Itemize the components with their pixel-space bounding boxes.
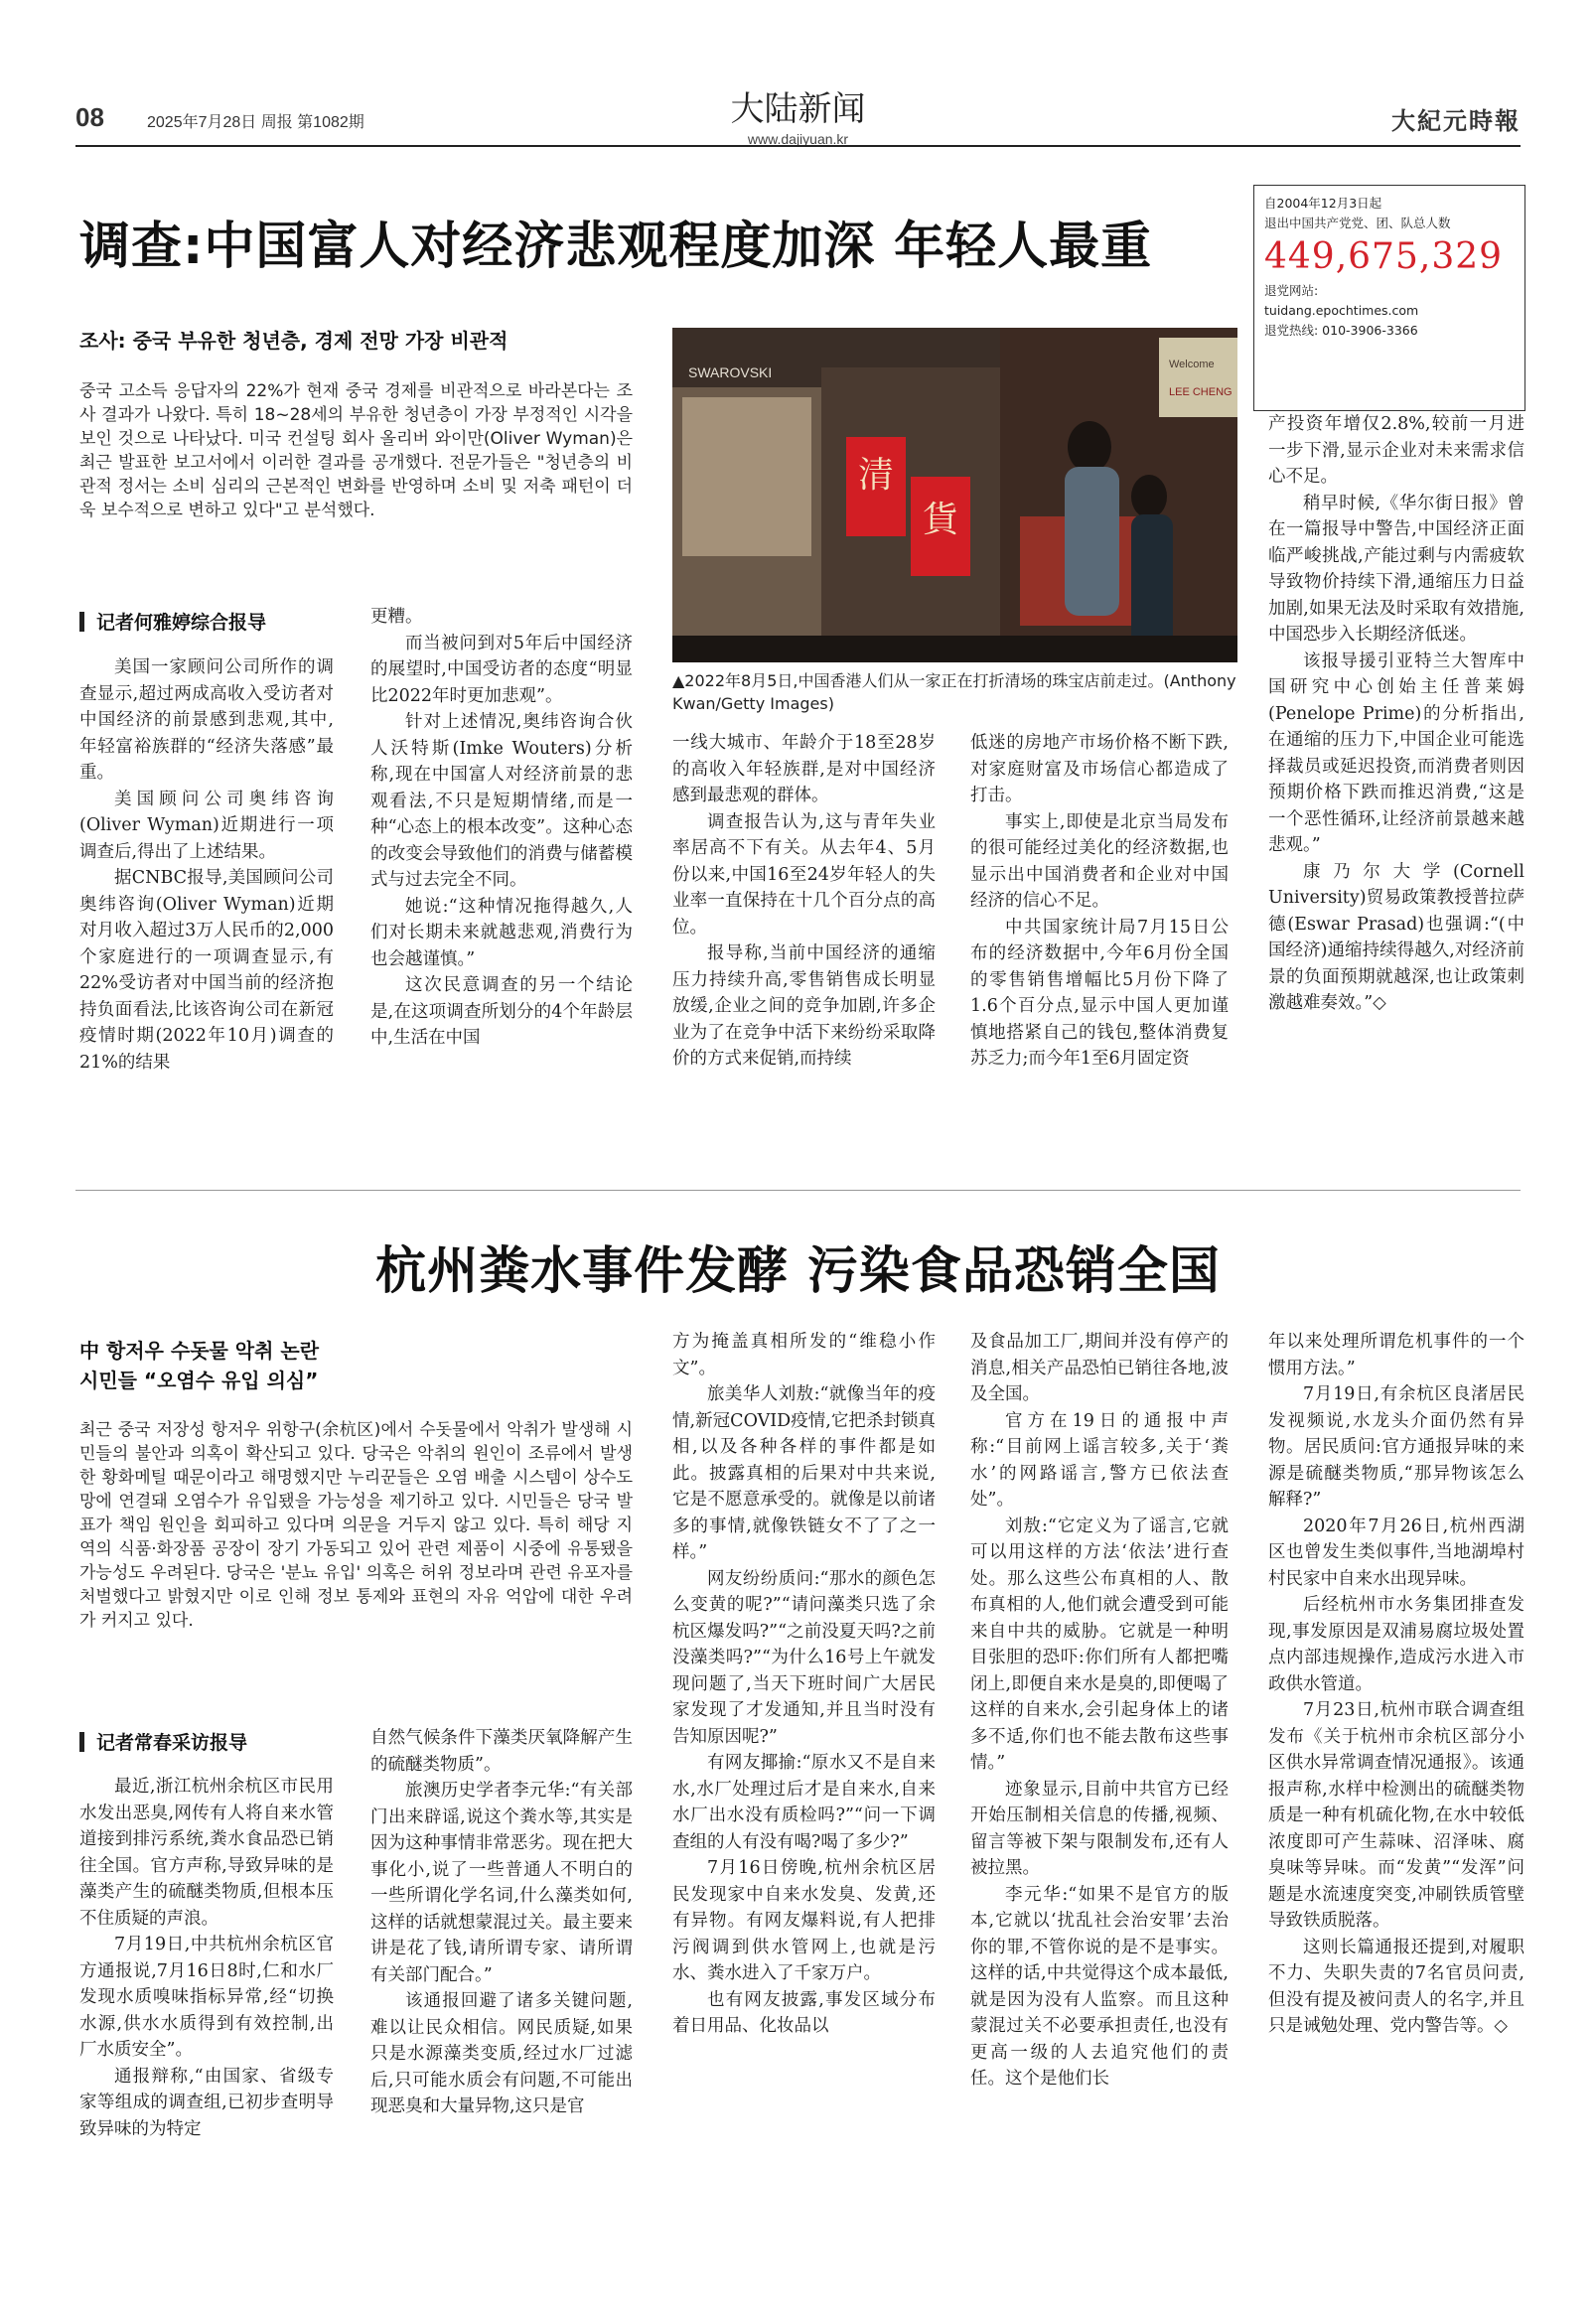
sign-store-brand: SWAROVSKI [688, 364, 773, 380]
article2-title: 杭州粪水事件发酵 污染食品恐销全国 [375, 1242, 1221, 1301]
counter-site-url: tuidang.epochtimes.com [1264, 303, 1419, 318]
sign-store-name: LEE CHENG [1169, 386, 1233, 398]
article1-kr-summary: 중국 고소득 응답자의 22%가 현재 중국 경제를 비관적으로 바라본다는 조사 결과가 나왔다. 특히 18~28세의 부유한 청년층이 가장 부정적인 시각을 보인 것으로 나타났다. 미국 컨설팅 회사 올리버 와이만(Oliver Wyman)은 최근 발표한 보고서에서 이러한 결과를 공개했다. 전문가들은 "청년층의 비관적 정서는 소비 심리의 근본적인 변화를 반영하며 소비 및 저축 패턴이 더욱 보수적으로 변하고 있다"고 분석했다. [79, 381, 633, 520]
paragraph: 一线大城市、年龄介于18至28岁的高收入年轻族群,是对中国经济感到最悲观的群体。 [672, 733, 936, 805]
tuidang-counter-box [1253, 185, 1525, 411]
paragraph: 迹象显示,目前中共官方已经开始压制相关信息的传播,视频、留言等被下架与限制发布,还有人被拉黑。 [970, 1779, 1229, 1878]
sign-clearance-2: 貨 [922, 500, 959, 540]
paragraph: 方为掩盖真相所发的“维稳小作文”。 [672, 1332, 936, 1378]
article1-title: 调查:中国富人对经济悲观程度加深 年轻人最重 [79, 217, 1153, 276]
paragraph: 有网友揶揄:“原水又不是自来水,水厂处理过后才是自来水,自来水厂出水没有质检吗?”“问一下调查组的人有没有喝?喝了多少?” [672, 1753, 936, 1852]
paragraph: 7月19日,有余杭区良渚居民发视频说,水龙头介面仍然有异物。居民质问:官方通报异味的来源是硫醚类物质,“那异物该怎么解释?” [1268, 1384, 1524, 1510]
article2-byline-text: 记者常春采访报导 [96, 1732, 248, 1754]
counter-site-label: 退党网站: [1264, 283, 1319, 298]
paragraph: 报导称,当前中国经济的通缩压力持续升高,零售销售成长明显放缓,企业之间的竞争加剧,许多企业为了在竞争中活下来纷纷采取降价的方式来促销,而持续 [672, 943, 936, 1069]
article1-column-4 [970, 730, 1229, 1073]
article2-column-3 [672, 1329, 936, 2040]
article1-kr-subhead: 조사: 중국 부유한 청년층, 경제 전망 가장 비관적 [79, 329, 508, 353]
article1-column-1 [79, 654, 334, 1076]
article2-kr-summary: 최근 중국 저장성 항저우 위항구(余杭区)에서 수돗물에서 악취가 발생해 시민들의 불안과 의혹이 확산되고 있다. 당국은 악취의 원인이 조류에서 발생한 황화메틸 때문이라고 해명했지만 누리꾼들은 오염 배출 시스템이 상수도망에 연결돼 오염수가 유입됐을 가능성을 제기하고 있다. 시민들은 당국 발표가 책임 원인을 회피하고 있다며 의문을 거두지 않고 있다. 특히 해당 지역의 식품·화장품 공장이 장기 가동되고 있어 관련 제품이 시중에 유통됐을 가능성도 우려된다. 당국은 '분뇨 유입' 의혹은 허위 정보라며 관련 유포자를 처벌했다고 밝혔지만 이로 인해 정보 통제와 표현의 자유 억압에 대한 우려가 커지고 있다. [79, 1420, 633, 1631]
paragraph: 该报导援引亚特兰大智库中国研究中心创始主任普莱姆(Penelope Prime)的分析指出,在通缩的压力下,中国企业可能选择裁员或延迟投资,而消费者则因预期价格下跌而推迟消费,“这是一个恶性循环,让经济前景越来越悲观。” [1268, 650, 1524, 855]
counter-hotline: 退党热线: 010-3906-3366 [1264, 323, 1418, 338]
paragraph: 低迷的房地产市场价格不断下跌,对家庭财富及市场信心都造成了打击。 [970, 733, 1229, 805]
article1-column-5 [1268, 411, 1524, 1017]
counter-label: 退出中国共产党党、团、队总人数 [1264, 216, 1451, 230]
article1-byline [79, 608, 266, 635]
paragraph: 而当被问到对5年后中国经济的展望时,中国受访者的态度“明显比2022年时更加悲观”。 [370, 633, 633, 706]
header-divider [75, 145, 1521, 147]
paragraph: 官方在19日的通报中声称:“目前网上谣言较多,关于‘粪水’的网路谣言,警方已依法查处”。 [970, 1410, 1229, 1510]
article-divider [75, 1190, 1521, 1191]
paragraph: 这次民意调查的另一个结论是,在这项调查所划分的4个年龄层中,生活在中国 [370, 975, 633, 1048]
sign-welcome: Welcome [1169, 359, 1215, 370]
paragraph: 该通报回避了诸多关键问题,难以让民众相信。网民质疑,如果只是水源藻类变质,经过水厂过滤后,只可能水质会有问题,不可能出现恶臭和大量异物,这只是官 [370, 1991, 633, 2116]
paragraph: 7月19日,中共杭州余杭区官方通报说,7月16日8时,仁和水厂发现水质嗅味指标异常,经“切换水源,供水水质得到有效控制,出厂水质安全”。 [79, 1935, 334, 2060]
paragraph: 自然气候条件下藻类厌氧降解产生的硫醚类物质”。 [370, 1728, 633, 1775]
page-number: 08 [75, 102, 104, 132]
paragraph: 稍早时候,《华尔街日报》曾在一篇报导中警告,中国经济正面临严峻挑战,产能过剩与内需疲软导致物价持续下滑,通缩压力日益加剧,如果无法及时采取有效措施,中国恐步入长期经济低迷。 [1268, 493, 1524, 645]
newspaper-logo: 大紀元時報 [1391, 106, 1521, 135]
sign-clearance-1: 清 [857, 455, 895, 496]
paragraph: 后经杭州市水务集团排查发现,事发原因是双浦易腐垃圾处置点内部违规操作,造成污水进入市政供水管道。 [1268, 1595, 1524, 1694]
article1-byline-text: 记者何雅婷综合报导 [96, 612, 267, 634]
paragraph: 也有网友披露,事发区域分布着日用品、化妆品以 [672, 1989, 936, 2036]
article1-photo-caption: ▲2022年8月5日,中国香港人们从一家正在打折清场的珠宝店前走过。(Anthony Kwan/Getty Images) [672, 671, 1236, 713]
paragraph: 网友纷纷质问:“那水的颜色怎么变黄的呢?”“请问藻类只选了余杭区爆发吗?”“之前没夏天吗?之前没藻类吗?”“为什么16号上午就发现问题了,当天下班时间广大居民家发现了才发通知,并且当时没有告知原因呢?” [672, 1568, 936, 1747]
paragraph: 7月23日,杭州市联合调查组发布《关于杭州市余杭区部分小区供水异常调查情况通报》。该通报声称,水样中检测出的硫醚类物质是一种有机硫化物,在水中较低浓度即可产生蒜味、沼泽味、腐臭味等异味。而“发黄”“发浑”问题是水流速度突变,冲刷铁质管壁导致铁质脱落。 [1268, 1700, 1524, 1931]
article2-kr-subhead-1: 中 항저우 수돗물 악취 논란 [79, 1339, 320, 1363]
paragraph: 美国一家顾问公司所作的调查显示,超过两成高收入受访者对中国经济的前景感到悲观,其中,年轻富裕族群的“经济失落感”最重。 [79, 657, 334, 783]
article2-kr-subhead-2: 시민들 “오염수 유입 의심” [79, 1369, 319, 1392]
paragraph: 中共国家统计局7月15日公布的经济数据中,今年6月份全国的零售销售增幅比5月份下降了1.6个百分点,显示中国人更加谨慎地搭紧自己的钱包,整体消费复苏乏力;而今年1至6月固定资 [970, 917, 1229, 1069]
paragraph: 年以来处理所谓危机事件的一个惯用方法。” [1268, 1332, 1524, 1378]
article2-column-1 [79, 1774, 334, 2142]
paragraph: 这则长篇通报还提到,对履职不力、失职失责的7名官员问责,但没有提及被问责人的名字,并且只是诫勉处理、党内警告等。◇ [1268, 1937, 1524, 2036]
counter-number: 449,675,329 [1264, 236, 1504, 277]
section-title: 大陆新闻 [730, 89, 866, 129]
byline-marker [79, 612, 84, 632]
article1-photo [672, 328, 1237, 662]
paragraph: 刘敖:“它定义为了谣言,它就可以用这样的方法‘依法’进行查处。那么这些公布真相的人、散布真相的人,他们就会遭受到可能来自中共的威胁。它就是一种明目张胆的恐吓:你们所有人都把嘴闭上,即便自来水是臭的,即便喝了这样的自来水,会引起身体上的诸多不适,你们也不能去散布这些事情。” [970, 1516, 1229, 1773]
paragraph: 最近,浙江杭州余杭区市民用水发出恶臭,网传有人将自来水管道接到排污系统,粪水食品恐已销往全国。官方声称,导致异味的是藻类产生的硫醚类物质,但根本压不住质疑的声浪。 [79, 1777, 334, 1929]
article2-column-4 [970, 1329, 1229, 2093]
paragraph: 美国顾问公司奥纬咨询(Oliver Wyman)近期进行一项调查后,得出了上述结果。 [79, 789, 334, 862]
article1-column-3 [672, 730, 936, 1073]
jewelry-store-photo [672, 328, 1237, 662]
paragraph: 产投资年增仅2.8%,较前一月进一步下滑,显示企业对未来需求信心不足。 [1268, 414, 1524, 487]
article2-byline [79, 1728, 247, 1755]
paragraph: 事实上,即使是北京当局发布的很可能经过美化的经济数据,也显示出中国消费者和企业对中国经济的信心不足。 [970, 811, 1229, 911]
article2-column-2 [370, 1725, 633, 2120]
paragraph: 更糟。 [370, 607, 423, 627]
paragraph: 旅美华人刘敖:“就像当年的疫情,新冠COVID疫情,它把杀封锁真相,以及各种各样的事件都是如此。披露真相的后果对中共来说,它是不愿意承受的。就像是以前诸多的事情,就像铁链女不了了之一样。” [672, 1384, 936, 1562]
paragraph: 2020年7月26日,杭州西湖区也曾发生类似事件,当地湖埠村村民家中自来水出现异味。 [1268, 1516, 1524, 1589]
paragraph: 针对上述情况,奥纬咨询合伙人沃特斯(Imke Wouters)分析称,现在中国富人对经济前景的悲观看法,不只是短期情绪,而是一种“心态上的根本改变”。这种心态的改变会导致他们的消费与储蓄模式与过去完全不同。 [370, 712, 633, 890]
paragraph: 据CNBC报导,美国顾问公司奥纬咨询(Oliver Wyman)近期对月收入超过3万人民币的2,000个家庭进行的一项调查显示,有22%受访者对中国当前的经济抱持负面看法,比该咨询公司在新冠疫情时期(2022年10月)调查的21%的结果 [79, 868, 334, 1073]
byline-marker [79, 1732, 84, 1752]
paragraph: 通报辩称,“由国家、省级专家等组成的调查组,已初步查明导致异味的为特定 [79, 2066, 334, 2139]
paragraph: 她说:“这种情况拖得越久,人们对长期未来就越悲观,消费行为也会越谨慎。” [370, 896, 633, 969]
paragraph: 李元华:“如果不是官方的版本,它就以‘扰乱社会治安罪’去治你的罪,不管你说的是不是事实。这样的话,中共觉得这个成本最低,就是因为没有人监察。而且这种蒙混过关不必要承担责任,也没有更高一级的人去追究他们的责任。这个是他们长 [970, 1884, 1229, 2089]
article2-column-5 [1268, 1329, 1524, 2040]
article1-column-2 [370, 604, 633, 1052]
issue-date: 2025年7月28日 周报 第1082期 [147, 114, 364, 131]
counter-since: 自2004年12月3日起 [1264, 196, 1382, 211]
paragraph: 旅澳历史学者李元华:“有关部门出来辟谣,说这个粪水等,其实是因为这种事情非常恶劣。现在把大事化小,说了一些普通人不明白的一些所谓化学名词,什么藻类如何,这样的话就想蒙混过关。最主要来讲是花了钱,请所谓专家、请所谓有关部门配合。” [370, 1781, 633, 1985]
section-url: www.dajiyuan.kr [747, 131, 849, 147]
paragraph: 7月16日傍晚,杭州余杭区居民发现家中自来水发臭、发黄,还有异物。有网友爆料说,有人把排污阀调到供水管网上,也就是污水、粪水进入了千家万户。 [672, 1858, 936, 1983]
paragraph: 及食品加工厂,期间并没有停产的消息,相关产品恐怕已销往各地,波及全国。 [970, 1332, 1229, 1404]
paragraph: 康乃尔大学(Cornell University)贸易政策教授普拉萨德(Eswar Prasad)也强调:“(中国经济)通缩持续得越久,对经济前景的负面预期就越深,也让政策刺激越难奏效。”◇ [1268, 861, 1524, 1013]
paragraph: 调查报告认为,这与青年失业率居高不下有关。从去年4、5月份以来,中国16至24岁年轻人的失业率一直保持在十几个百分点的高位。 [672, 811, 936, 938]
